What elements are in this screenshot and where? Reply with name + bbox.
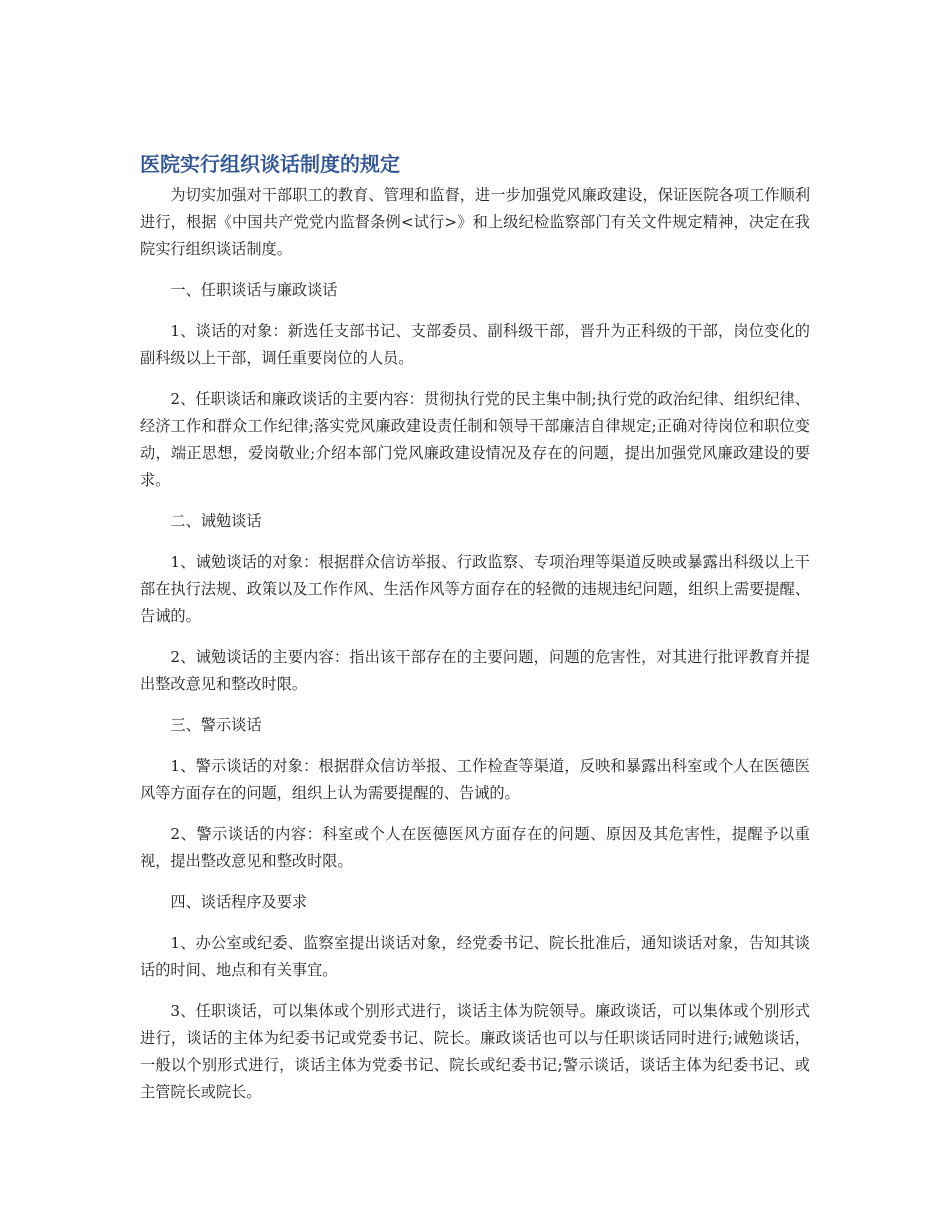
section-heading-4: 四、谈话程序及要求 — [170, 893, 308, 911]
section-heading-3: 三、警示谈话 — [170, 716, 262, 734]
paragraph: 3、任职谈话，可以集体或个别形式进行，谈话主体为院领导。廉政谈话，可以集体或个别形式进行，谈话的主体为纪委书记或党委书记、院长。廉政谈话也可以与任职谈话同时进行;诫勉谈话，一般以个别形式进行，谈话主体为党委书记、院长或纪委书记;警示谈话，谈话主体为纪委书记、或主管院长或院长。 — [140, 1002, 810, 1101]
paragraph: 1、谈话的对象：新选任支部书记、支部委员、副科级干部，晋升为正科级的干部，岗位变化的副科级以上干部，调任重要岗位的人员。 — [140, 322, 810, 367]
intro-paragraph: 为切实加强对干部职工的教育、管理和监督，进一步加强党风廉政建设，保证医院各项工作顺利进行，根据《中国共产党党内监督条例<试行>》和上级纪检监察部门有关文件规定精神，决定在我院实行组织谈话制度。 — [140, 186, 810, 258]
paragraph: 1、办公室或纪委、监察室提出谈话对象，经党委书记、院长批准后，通知谈话对象，告知其谈话的时间、地点和有关事宜。 — [140, 934, 810, 979]
paragraph: 2、任职谈话和廉政谈话的主要内容：贯彻执行党的民主集中制;执行党的政治纪律、组织纪律、经济工作和群众工作纪律;落实党风廉政建设责任制和领导干部廉洁自律规定;正确对待岗位和职位变动，端正思想，爱岗敬业;介绍本部门党风廉政建设情况及存在的问题，提出加强党风廉政建设的要求。 — [140, 390, 810, 489]
document-title: 医院实行组织谈话制度的规定 — [140, 152, 400, 176]
paragraph: 2、诫勉谈话的主要内容：指出该干部存在的主要问题，问题的危害性，对其进行批评教育并提出整改意见和整改时限。 — [140, 648, 810, 693]
paragraph: 2、警示谈话的内容：科室或个人在医德医风方面存在的问题、原因及其危害性，提醒予以重视，提出整改意见和整改时限。 — [140, 825, 810, 870]
section-heading-1: 一、任职谈话与廉政谈话 — [170, 281, 338, 299]
document-body — [140, 182, 810, 1106]
paragraph: 1、诫勉谈话的对象：根据群众信访举报、行政监察、专项治理等渠道反映或暴露出科级以上干部在执行法规、政策以及工作作风、生活作风等方面存在的轻微的违规违纪问题，组织上需要提醒、告诫的。 — [140, 553, 810, 625]
paragraph: 1、警示谈话的对象：根据群众信访举报、工作检查等渠道，反映和暴露出科室或个人在医德医风等方面存在的问题，组织上认为需要提醒的、告诫的。 — [140, 757, 810, 802]
section-heading-2: 二、诫勉谈话 — [170, 512, 262, 530]
